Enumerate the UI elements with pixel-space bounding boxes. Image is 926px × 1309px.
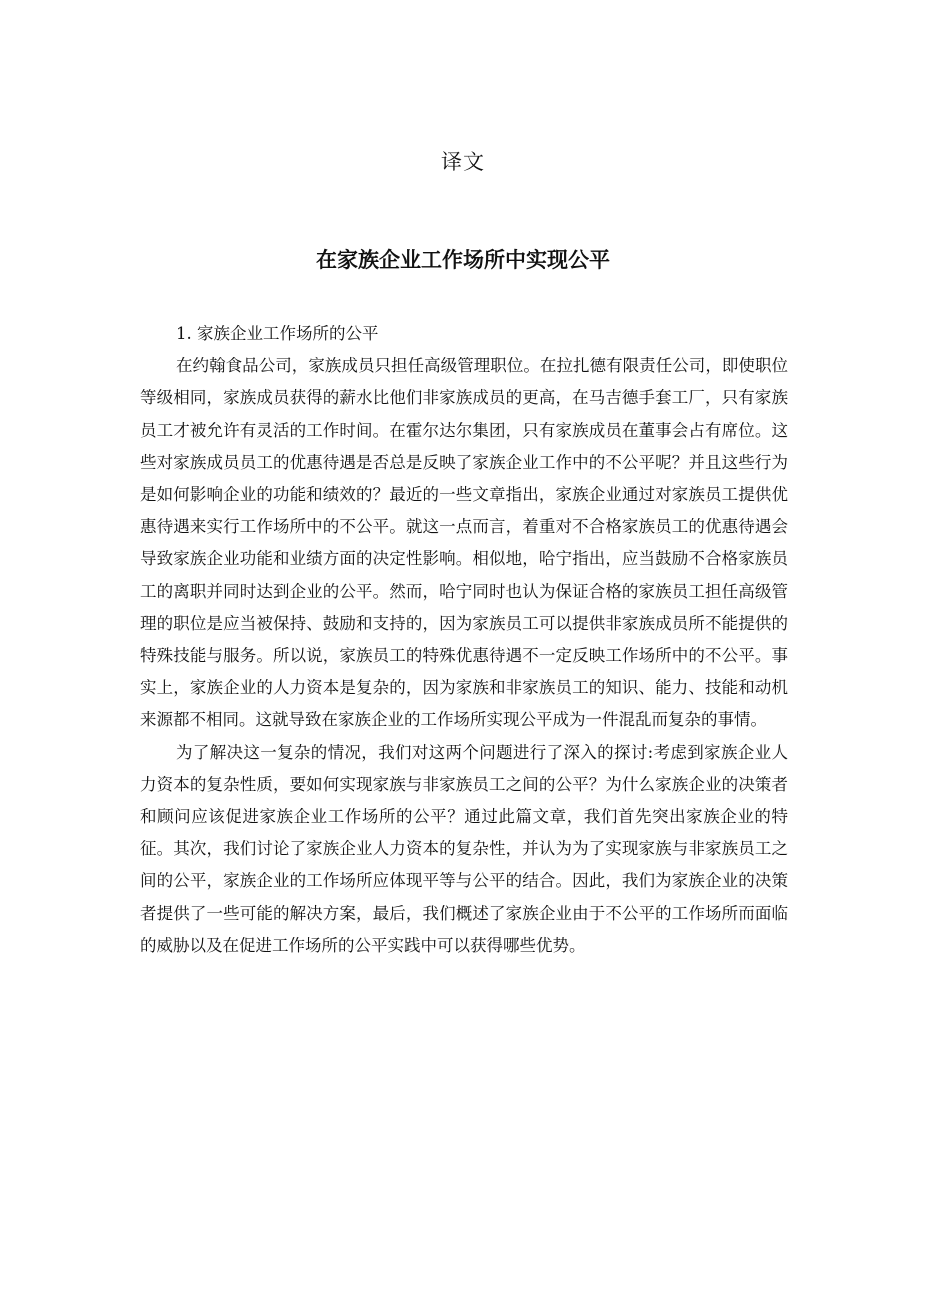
section-heading: 1. 家族企业工作场所的公平 — [176, 324, 379, 343]
paragraph-1: 在约翰食品公司，家族成员只担任高级管理职位。在拉扎德有限责任公司，即使职位等级相同，家族成员获得的薪水比他们非家族成员的更高，在马吉德手套工厂，只有家族员工才被允许有灵活的工作时间。在霍尔达尔集团，只有家族成员在董事会占有席位。这些对家族成员员工的优惠待遇是否总是反映了家族企业工作中的不公平呢？并且这些行为是如何影响企业的功能和绩效的？最近的一些文章指出，家族企业通过对家族员工提供优惠待遇来实行工作场所中的不公平。就这一点而言，着重对不合格家族员工的优惠待遇会导致家族企业功能和业绩方面的决定性影响。相似地，哈宁指出，应当鼓励不合格家族员工的离职并同时达到企业的公平。然而，哈宁同时也认为保证合格的家族员工担任高级管理的职位是应当被保持、鼓励和支持的，因为家族员工可以提供非家族成员所不能提供的特殊技能与服务。所以说，家族员工的特殊优惠待遇不一定反映工作场所中的不公平。事实上，家族企业的人力资本是复杂的，因为家族和非家族员工的知识、能力、技能和动机来源都不相同。这就导致在家族企业的工作场所实现公平成为一件混乱而复杂的事情。 — [140, 356, 788, 730]
document-label: 译文 — [441, 150, 485, 174]
paragraph-2: 为了解决这一复杂的情况，我们对这两个问题进行了深入的探讨:考虑到家族企业人力资本的复杂性质，要如何实现家族与非家族员工之间的公平？为什么家族企业的决策者和顾问应该促进家族企业工作场所的公平？通过此篇文章，我们首先突出家族企业的特征。其次，我们讨论了家族企业人力资本的复杂性，并认为为了实现家族与非家族员工之间的公平，家族企业的工作场所应体现平等与公平的结合。因此，我们为家族企业的决策者提供了一些可能的解决方案，最后，我们概述了家族企业由于不公平的工作场所而面临的威胁以及在促进工作场所的公平实践中可以获得哪些优势。 — [140, 742, 788, 955]
article-title: 在家族企业工作场所中实现公平 — [316, 248, 610, 272]
article-body — [140, 318, 788, 962]
